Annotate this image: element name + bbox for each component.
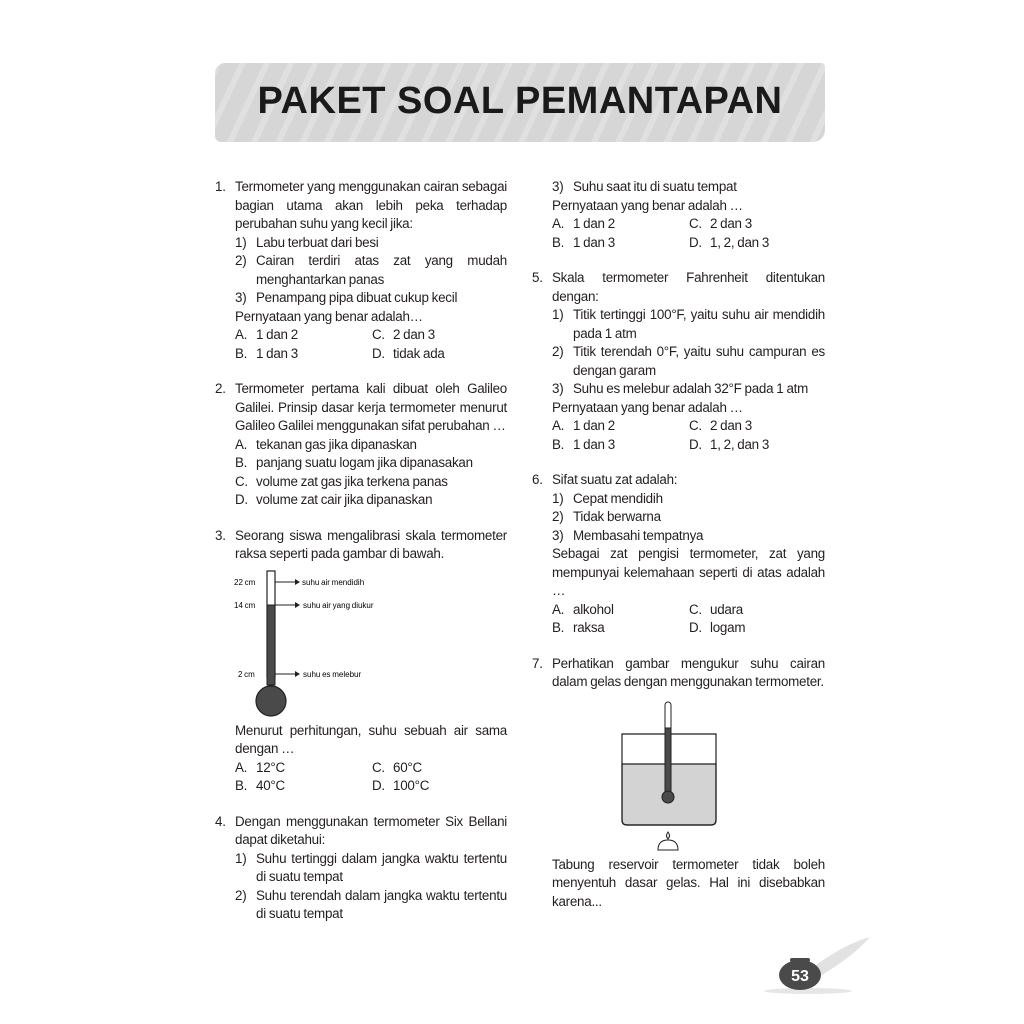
- option-d: D. 1, 2, dan 3: [689, 436, 770, 452]
- option-b: B. panjang suatu logam jika dipanasakan: [235, 455, 473, 470]
- question-prompt: Pernyataan yang benar adalah …: [552, 197, 743, 213]
- option-b: B. 1 dan 3: [552, 234, 615, 250]
- thermometer-diagram: [230, 568, 430, 720]
- option-a: A. 1 dan 2: [552, 418, 615, 433]
- title-banner: [215, 63, 825, 142]
- scale-label: 22 cm: [234, 577, 256, 587]
- statement: 3) Membasahi tempatnya: [552, 527, 704, 543]
- statement: 2) Suhu terendah dalam jangka waktu tertentu di suatu tempat: [235, 887, 507, 921]
- statement: 1) Suhu tertinggi dalam jangka waktu tertentu di suatu tempat: [235, 850, 507, 884]
- question-number: 7.: [532, 655, 543, 671]
- page-number-ornament: [760, 935, 875, 1000]
- option-d: D. 1, 2, dan 3: [689, 234, 770, 250]
- burner-icon: [658, 832, 678, 850]
- option-c: C. 2 dan 3: [689, 216, 752, 231]
- question-number: 4.: [215, 813, 226, 829]
- statement: 1) Labu terbuat dari besi: [235, 234, 379, 250]
- option-d: D. 100°C: [372, 778, 430, 793]
- statement: 3) Suhu saat itu di suatu tempat: [552, 179, 737, 194]
- option-c: C. 2 dan 3: [372, 327, 435, 342]
- question-2: [215, 380, 507, 510]
- option-c: C. volume zat gas jika terkena panas: [235, 473, 448, 489]
- question-number: 1.: [215, 179, 226, 194]
- question-prompt: Tabung reservoir termometer tidak boleh menyentuh dasar gelas. Hal ini disebabkan karena...: [552, 856, 825, 909]
- option-b: B. 1 dan 3: [235, 345, 298, 361]
- page-title: PAKET SOAL PEMANTAPAN: [257, 80, 783, 122]
- question-stem: Termometer pertama kali dibuat oleh Galileo Galilei. Prinsip dasar kerja termometer menurut Galileo Galilei menggunakan sifat perubahan …: [235, 381, 507, 433]
- question-number: 2.: [215, 381, 226, 396]
- option-a: A. 1 dan 2: [235, 327, 298, 342]
- option-a: A. alkohol: [552, 601, 614, 617]
- statement: 2) Tidak berwarna: [552, 509, 661, 524]
- option-a: A. 12°C: [235, 759, 285, 775]
- option-a: A. tekanan gas jika dipanaskan: [235, 436, 417, 452]
- statement: 2) Cairan terdiri atas zat yang mudah menghantarkan panas: [235, 253, 507, 287]
- scale-label: 14 cm: [234, 600, 256, 610]
- option-b: B. raksa: [552, 620, 605, 635]
- question-number: 5.: [532, 270, 543, 285]
- question-4: [215, 813, 507, 924]
- question-7: [532, 655, 825, 912]
- question-stem: Termometer yang menggunakan cairan sebagai bagian utama akan lebih peka terhadap perubahan suhu yang kecil jika:: [235, 179, 507, 231]
- option-d: D. tidak ada: [372, 345, 445, 361]
- question-prompt: Sebagai zat pengisi termometer, zat yang mempunyai kelemahaan seperti di atas adalah …: [552, 546, 825, 598]
- question-stem: Dengan menggunakan termometer Six Bellani dapat diketahui:: [235, 813, 507, 847]
- arrow-label: suhu air yang diukur: [303, 600, 374, 610]
- option-c: C. 2 dan 3: [689, 418, 752, 433]
- question-stem: Seorang siswa mengalibrasi skala termometer raksa seperti pada gambar di bawah.: [235, 527, 507, 561]
- arrow-label: suhu air mendidih: [302, 577, 365, 587]
- question-5: [532, 269, 825, 454]
- question-3: [215, 527, 507, 796]
- statement: 2) Titik terendah 0°F, yaitu suhu campuran es dengan garam: [552, 344, 825, 378]
- statement: 3) Suhu es melebur adalah 32°F pada 1 atm: [552, 381, 809, 396]
- option-a: A. 1 dan 2: [552, 216, 615, 231]
- question-4-continued: [532, 178, 825, 252]
- question-stem: Skala termometer Fahrenheit ditentukan dengan:: [552, 270, 825, 304]
- scale-label: 2 cm: [238, 669, 255, 679]
- option-b: B. 1 dan 3: [552, 436, 615, 452]
- question-prompt: Pernyataan yang benar adalah …: [552, 399, 743, 415]
- beaker-thermometer-diagram: [616, 698, 726, 854]
- option-d: D. logam: [689, 620, 746, 635]
- question-prompt: Menurut perhitungan, suhu sebuah air sama dengan …: [235, 722, 507, 756]
- statement: 1) Cepat mendidih: [552, 490, 663, 506]
- question-stem: Perhatikan gambar mengukur suhu cairan dalam gelas dengan menggunakan termometer.: [552, 655, 825, 689]
- option-d: D. volume zat cair jika dipanaskan: [235, 492, 433, 507]
- question-number: 6.: [532, 472, 543, 487]
- question-number: 3.: [215, 527, 226, 543]
- question-1: [215, 178, 507, 363]
- option-c: C. 60°C: [372, 759, 422, 775]
- question-prompt: Pernyataan yang benar adalah…: [235, 308, 423, 324]
- question-stem: Sifat suatu zat adalah:: [552, 472, 678, 487]
- option-c: C. udara: [689, 601, 743, 617]
- statement: 3) Penampang pipa dibuat cukup kecil: [235, 290, 458, 305]
- left-column: [215, 178, 507, 941]
- question-6: [532, 471, 825, 638]
- option-b: B. 40°C: [235, 778, 285, 793]
- right-column: [532, 178, 825, 928]
- page-number: 53: [791, 968, 809, 985]
- arrow-label: suhu es melebur: [303, 669, 362, 679]
- statement: 1) Titik tertinggi 100°F, yaitu suhu air mendidih pada 1 atm: [552, 307, 825, 341]
